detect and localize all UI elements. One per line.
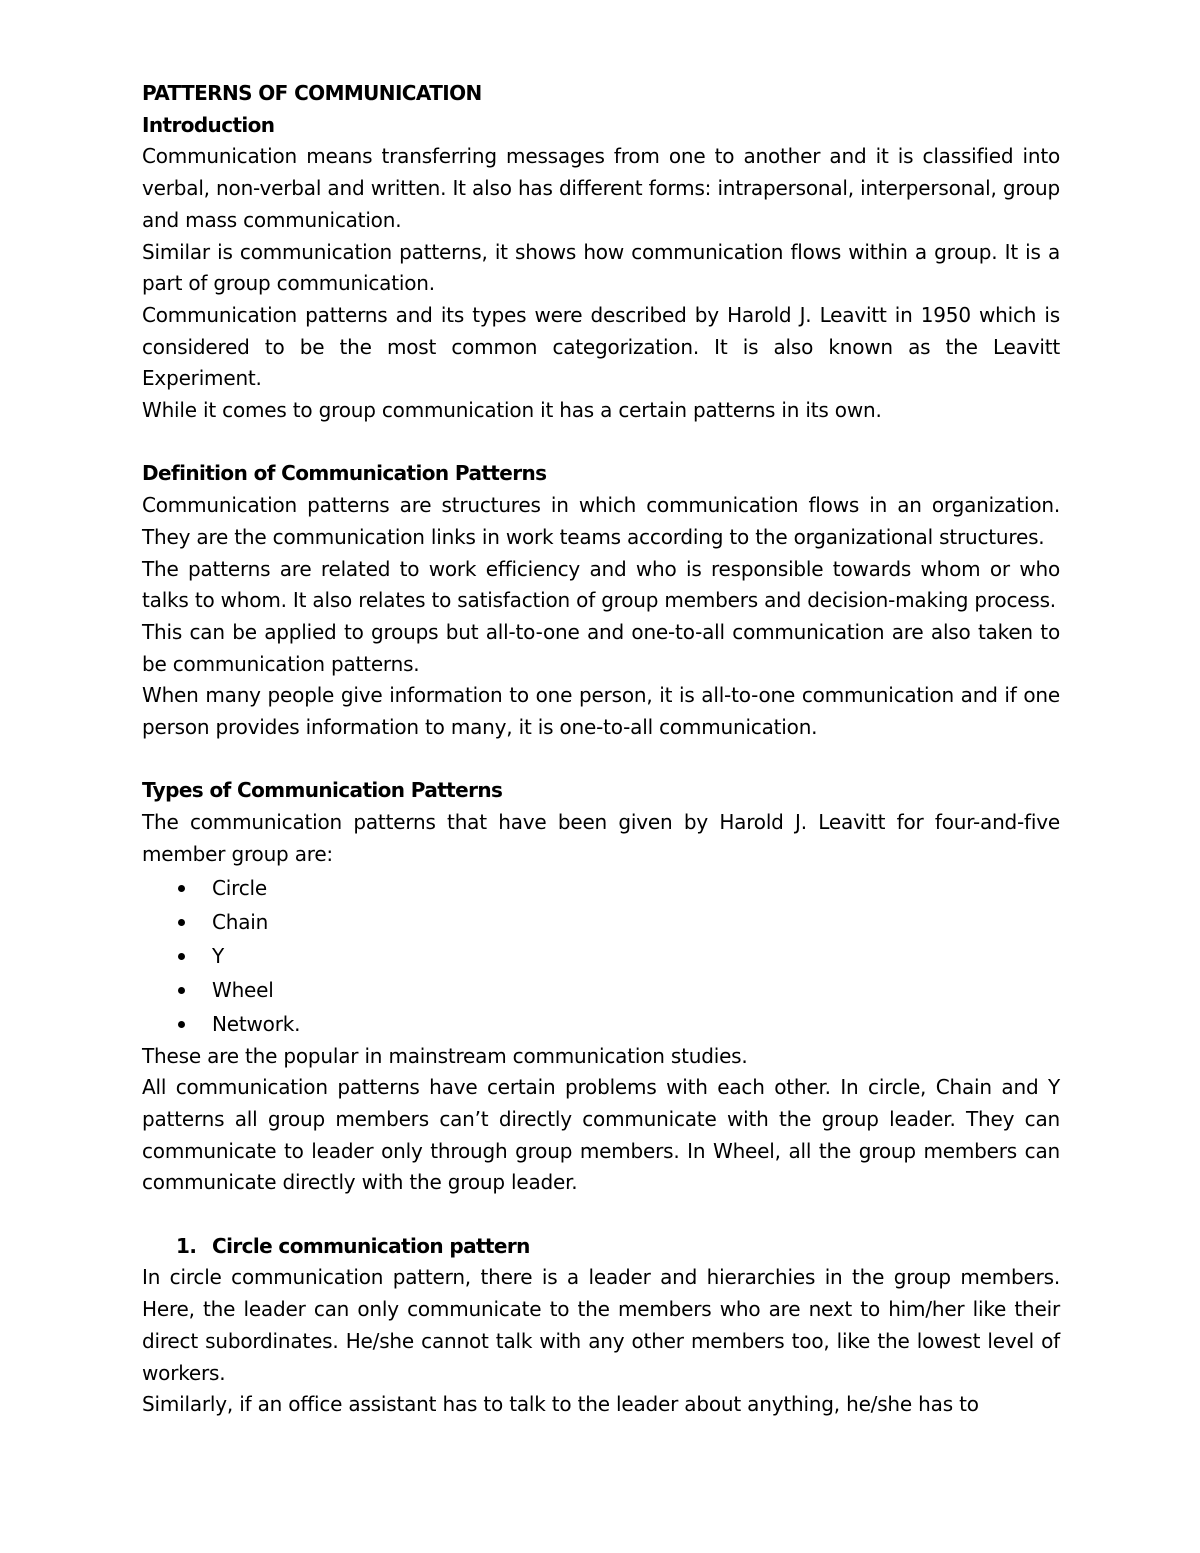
paragraph: These are the popular in mainstream communication studies. [142, 1043, 748, 1068]
pattern-list [142, 871, 1060, 1041]
list-item: Circle [142, 871, 1060, 905]
document-title: PATTERNS OF COMMUNICATION [142, 81, 482, 105]
bullet-icon [178, 919, 185, 926]
section-heading-types: Types of Communication Patterns [142, 778, 503, 803]
section-heading-circle: 1. Circle communication pattern [142, 1231, 1060, 1263]
bullet-icon [178, 885, 185, 892]
section-heading-definition: Definition of Communication Patterns [142, 461, 547, 486]
paragraph: When many people give information to one person, it is all-to-one communication and if one person provides information to many, it is one-to-all communication. [142, 683, 1060, 740]
paragraph: In circle communication pattern, there is a leader and hierarchies in the group members. Here, the leader can only communicate to the members who are next to him/her like their direct subordinates. He/she cannot talk with any other members too, like the lowest level of workers. [142, 1265, 1060, 1385]
paragraph: Similar is communication patterns, it shows how communication flows within a group. It is a part of group communication. [142, 239, 1060, 296]
paragraph: The patterns are related to work efficiency and who is responsible towards whom or who talks to whom. It also relates to satisfaction of group members and decision-making process. [142, 556, 1060, 613]
bullet-icon [178, 953, 185, 960]
list-item: Wheel [142, 973, 1060, 1007]
list-item: Network. [142, 1007, 1060, 1041]
section-heading-introduction: Introduction [142, 112, 275, 137]
section-number: 1. [176, 1233, 197, 1258]
list-item: Chain [142, 905, 1060, 939]
document-body [142, 78, 1060, 1421]
paragraph: All communication patterns have certain problems with each other. In circle, Chain and Y patterns all group members can’t directly communicate with the group leader. They can communicate to leader only through group members. In Wheel, all the group members can communicate directly with the group leader. [142, 1075, 1060, 1195]
paragraph: Similarly, if an office assistant has to talk to the leader about anything, he/she has to [142, 1392, 979, 1417]
paragraph: Communication patterns are structures in which communication flows in an organization. They are the communication links in work teams according to the organizational structures. [142, 493, 1060, 549]
paragraph: While it comes to group communication it has a certain patterns in its own. [142, 398, 882, 423]
list-item: Y [142, 939, 1060, 973]
paragraph: The communication patterns that have been given by Harold J. Leavitt for four-and-five member group are: [142, 810, 1060, 866]
paragraph: Communication means transferring messages from one to another and it is classified into verbal, non-verbal and written. It also has different forms: intrapersonal, interpersonal, group and mass communication. [142, 144, 1060, 232]
paragraph: Communication patterns and its types were described by Harold J. Leavitt in 1950 which is considered to be the most common categorization. It is also known as the Leavitt Experiment. [142, 302, 1060, 391]
bullet-icon [178, 1021, 185, 1028]
paragraph: This can be applied to groups but all-to-one and one-to-all communication are also taken to be communication patterns. [142, 619, 1060, 676]
bullet-icon [178, 987, 185, 994]
